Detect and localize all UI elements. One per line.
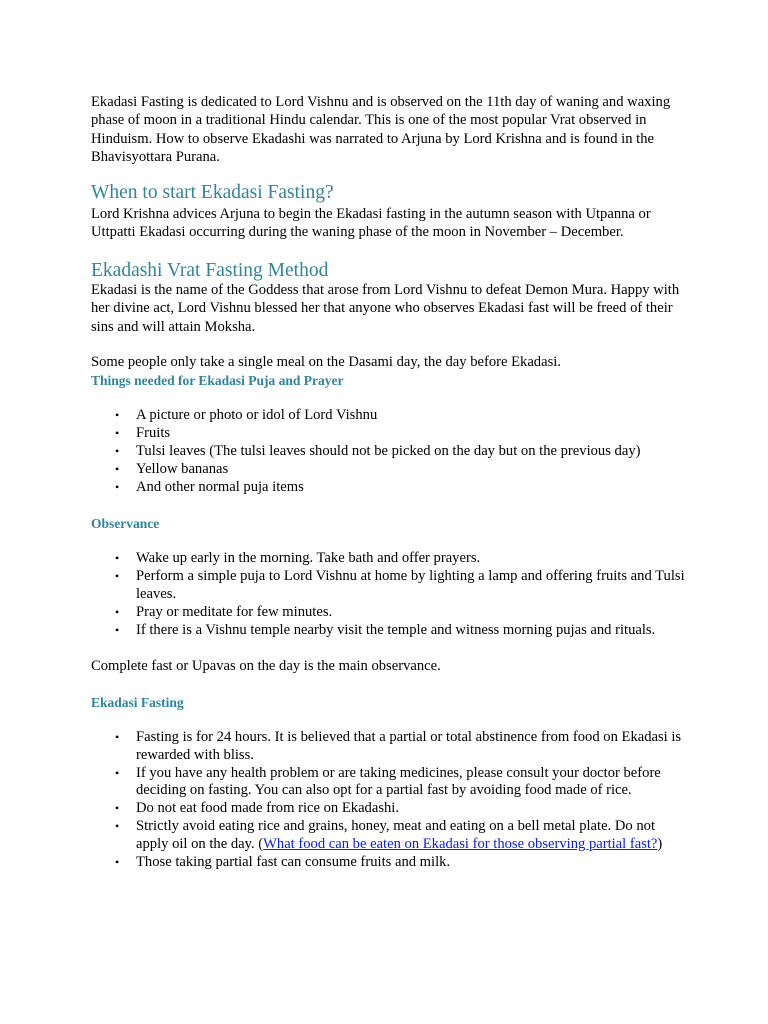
list-item: • Fruits [115,425,171,441]
list-item: • Pray or meditate for few minutes. [115,603,333,620]
fasting-list [91,729,691,872]
bullet-icon: • [115,854,120,869]
heading-when-to-start: When to start Ekadasi Fasting? [91,182,334,203]
list-item: • If there is a Vishnu temple nearby visit the temple and witness morning pujas and rituals. [115,621,656,638]
intro-paragraph: Ekadasi Fasting is dedicated to Lord Vishnu and is observed on the 11th day of waning and waxing phase of moon in a traditional Hindu calendar. This is one of the most popular Vrat observed in Hinduism. How to observe Ekadashi was narrated to Arjuna by Lord Krishna and is found in the Bhavisyottara Purana. [91,94,671,165]
bullet-icon: • [115,622,120,637]
bullet-icon: • [115,444,120,458]
list-item: • Tulsi leaves (The tulsi leaves should not be picked on the day but on the previous day) [115,443,641,459]
partial-fast-food-link[interactable]: What food can be eaten on Ekadasi for those observing partial fast? [263,835,658,852]
bullet-icon: • [115,604,120,619]
bullet-icon: • [115,480,120,494]
bullet-icon: • [115,462,120,476]
bullet-icon: • [115,426,120,440]
heading-things-needed: Things needed for Ekadasi Puja and Prayer [91,373,344,388]
list-item: • And other normal puja items [115,479,304,495]
list-item: • Yellow bananas [115,461,229,477]
list-item: • Strictly avoid eating rice and grains, honey, meat and eating on a bell metal plate. Do not apply oil on the day. (What food can be eaten on Ekadasi for those observing partial fast?) [115,818,663,852]
bullet-icon: • [115,730,120,744]
when-to-start-paragraph: Lord Krishna advices Arjuna to begin the Ekadasi fasting in the autumn season with Utpanna or Uttpatti Ekadasi occurring during the waning phase of the moon in November – December. [91,206,651,241]
list-item: • A picture or photo or idol of Lord Vishnu [115,407,378,423]
heading-ekadasi-fasting: Ekadasi Fasting [91,695,184,710]
list-item: • Do not eat food made from rice on Ekadashi. [115,800,400,816]
heading-vrat-method: Ekadashi Vrat Fasting Method [91,260,329,281]
list-item: • Fasting is for 24 hours. It is believed that a partial or total abstinence from food on Ekadasi is rewarded with bliss. [115,729,682,763]
list-item: • Those taking partial fast can consume fruits and milk. [115,853,451,870]
observance-closing: Complete fast or Upavas on the day is the main observance. [91,658,441,674]
bullet-icon: • [115,819,120,833]
bullet-icon: • [115,551,120,565]
list-item: • Wake up early in the morning. Take bath and offer prayers. [115,550,481,566]
bullet-icon: • [115,569,120,583]
list-item: • If you have any health problem or are taking medicines, please consult your doctor before deciding on fasting. You can also opt for a partial fast by avoiding food made of rice. [115,764,661,798]
heading-observance: Observance [91,516,160,531]
single-meal-note: Some people only take a single meal on the Dasami day, the day before Ekadasi. [91,354,561,370]
things-needed-list [91,407,691,497]
observance-list [91,550,691,640]
vrat-method-paragraph: Ekadasi is the name of the Goddess that arose from Lord Vishnu to defeat Demon Mura. Happy with her divine act, Lord Vishnu blessed her that anyone who observes Ekadasi fast will be freed of their sins and will attain Moksha. [91,282,680,335]
bullet-icon: • [115,765,120,780]
list-item: • Perform a simple puja to Lord Vishnu at home by lighting a lamp and offering fruits and Tulsi leaves. [115,568,685,602]
bullet-icon: • [115,408,120,422]
bullet-icon: • [115,801,120,815]
